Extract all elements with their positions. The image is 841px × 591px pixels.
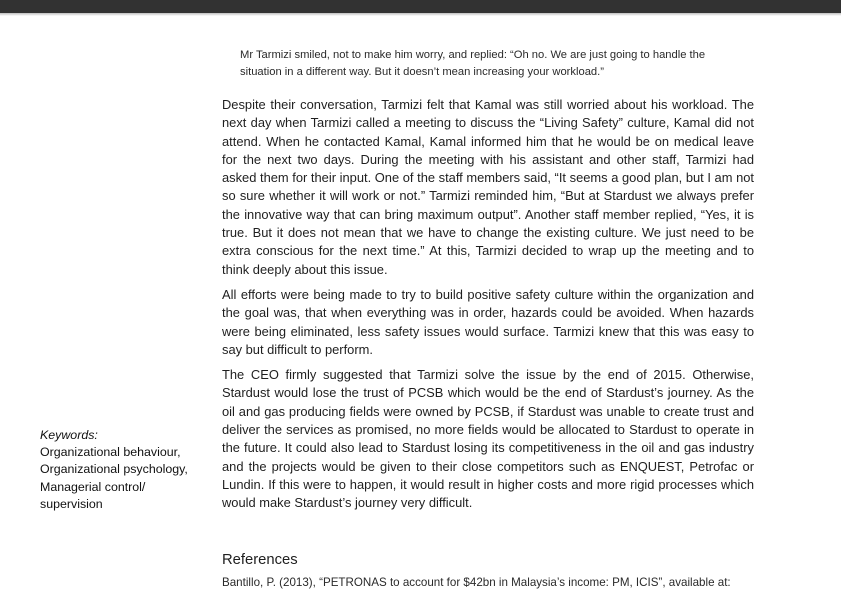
paragraph-safety-culture: All efforts were being made to try to build positive safety culture within the organization and the goal was, that when everything was in order, hazards could be avoided. When hazards were being eliminated, less safety issues would surface. Tarmizi knew that this was easy to say but difficult to perform. — [222, 286, 754, 357]
top-bar-shadow — [0, 13, 841, 16]
viewer-top-bar — [0, 0, 841, 13]
paragraph-meeting: Despite their conversation, Tarmizi felt that Kamal was still worried about his workload. The next day when Tarmizi called a meeting to discuss the “Living Safety” culture, Kamal did not attend. When he contacted Kamal, Kamal informed him that he would be on medical leave for the next two days. During the meeting with his assistant and other staff, Tarmizi had asked them for their input. One of the staff members said, “It seems a good plan, but I am not so sure whether it will work or not.” Tarmizi reminded him, “But at Stardust we always prefer the innovative way that can bring maximum output”. Another staff member replied, “Yes, it is true. But it does not mean that we have to change the existing culture. We just need to be extra conscious for the next time.” At this, Tarmizi decided to wrap up the meeting and to think deeply about this issue. — [222, 97, 754, 277]
keywords-sidebar — [40, 427, 215, 513]
keyword-item: Organizational psychology, — [40, 462, 188, 477]
main-body-text — [222, 96, 754, 520]
keyword-item: supervision — [40, 496, 103, 511]
keyword-item: Managerial control/ — [40, 479, 146, 494]
keyword-item: Organizational behaviour, — [40, 445, 181, 460]
paragraph-ceo-deadline: The CEO firmly suggested that Tarmizi solve the issue by the end of 2015. Otherwise, Stardust would lose the trust of PCSB which would be the end of Stardust’s journey. As the oil and gas producing fields were owned by PCSB, if Stardust was unable to create trust and deliver the services as promised, no more fields would be allocated to Stardust to operate in the future. It could also lead to Stardust losing its competitiveness in the oil and gas industry and the projects would be given to their close competitors such as ENQUEST, Petrofac or Lundin. If this were to happen, it would result in higher costs and more rigid processes which would make Stardust’s journey very difficult. — [222, 367, 754, 511]
reference-entry: Bantillo, P. (2013), “PETRONAS to account for $42bn in Malaysia’s income: PM, ICIS”, available at: — [222, 576, 731, 589]
indented-quote: Mr Tarmizi smiled, not to make him worry, and replied: “Oh no. We are just going to handle the situation in a different way. But it doesn’t mean increasing your workload.” — [240, 49, 706, 78]
references-heading: References — [222, 552, 298, 568]
keywords-title: Keywords: — [40, 428, 98, 442]
